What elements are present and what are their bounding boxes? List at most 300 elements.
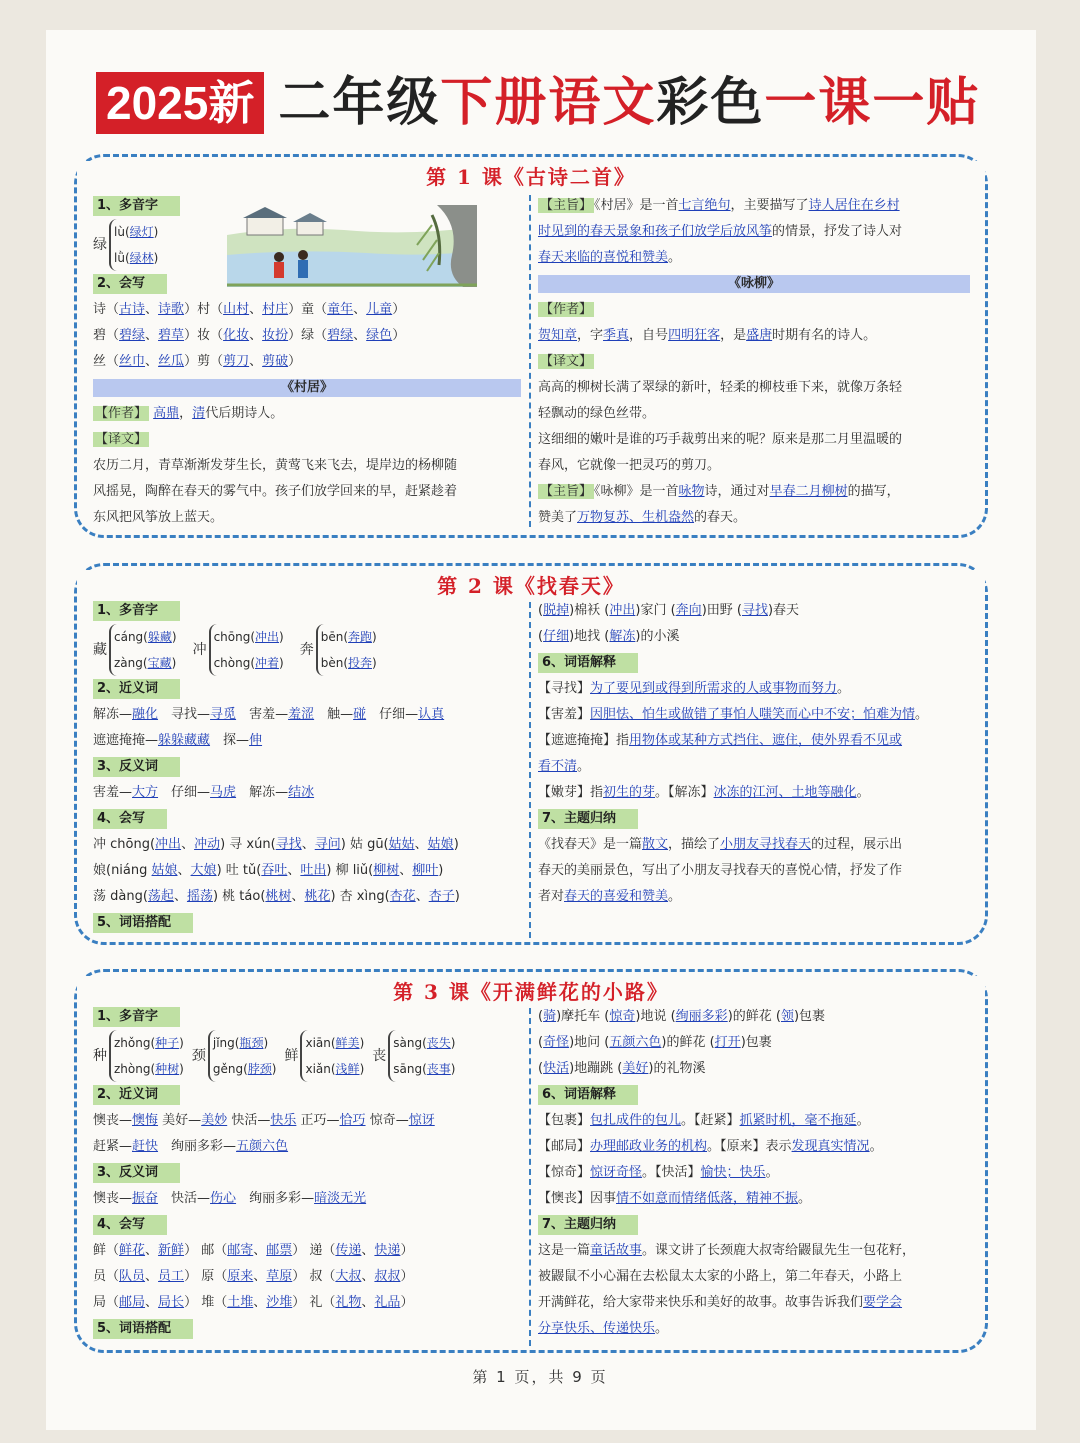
section-heading: 3、反义词 — [93, 757, 180, 777]
t: 。 — [765, 1165, 779, 1180]
t: 。课文讲了长颈鹿大叔寄给鼹鼠先生一包花籽， — [642, 1243, 916, 1258]
t: ( — [538, 1061, 544, 1076]
t: 绚丽多彩— — [249, 1191, 315, 1206]
section-heading: 1、多音字 — [93, 601, 180, 621]
w: 古诗 — [119, 302, 146, 317]
t: 解冻— — [249, 785, 289, 800]
t: 。 — [869, 1139, 883, 1154]
t: ) 柳 liǔ( — [326, 863, 374, 878]
w: 原来 — [227, 1269, 254, 1284]
t: 仔细— — [379, 707, 419, 722]
title-one-lesson: 一课一贴 — [764, 72, 981, 133]
w: 化妆 — [223, 328, 250, 343]
t: 。 — [915, 707, 929, 722]
w: 为了要见到或得到所需求的人或事物而努力 — [590, 681, 838, 696]
w: 惊讶 — [408, 1113, 435, 1128]
paren: ) — [372, 656, 377, 670]
w: 种子 — [155, 1036, 180, 1050]
t: 。 — [577, 759, 591, 774]
lesson-2-left-column — [93, 598, 521, 936]
polyphone-char: 藏 — [93, 642, 107, 658]
w: 骑 — [543, 1009, 557, 1024]
t: ） 递（ — [292, 1243, 336, 1258]
year-badge: 2025新 — [96, 72, 264, 134]
w: 躲躲藏藏 — [158, 733, 211, 748]
t: 、 — [249, 354, 263, 369]
pinyin: chōng( — [213, 630, 256, 644]
t: 局（ — [93, 1295, 120, 1310]
translation-line: 东风把风筝放上蓝天。 — [93, 510, 224, 525]
w: 季真 — [603, 328, 630, 343]
lesson-3-title: 第 3 课《开满鲜花的小路》 — [77, 976, 985, 1005]
polyphone-row — [93, 1030, 521, 1082]
lesson-3-left-column — [93, 1004, 521, 1342]
w: 丧失 — [426, 1036, 451, 1050]
translation-line: 高高的柳树长满了翠绿的新叶，轻柔的柳枝垂下来，就像万条轻 — [538, 380, 903, 395]
t: ( — [538, 629, 544, 644]
t: 正巧— — [300, 1113, 340, 1128]
w: 绿色 — [366, 328, 393, 343]
w: 初生的芽 — [603, 785, 656, 800]
w: 奔跑 — [348, 630, 373, 644]
t: 、 — [145, 1269, 159, 1284]
w: 诗人居住在乡村 — [808, 198, 900, 213]
section-heading: 5、词语搭配 — [93, 1319, 193, 1339]
title-subject: 下册语文 — [440, 72, 657, 133]
translation-line: 风摇晃，陶醉在春天的雾气中。孩子们放学回来的早，赶紧趁着 — [93, 484, 458, 499]
w: 沙堆 — [266, 1295, 293, 1310]
polyphone-char: 鲜 — [284, 1048, 299, 1064]
t: 【邮局】 — [538, 1139, 591, 1154]
polyphone-char: 丧 — [372, 1048, 387, 1064]
t: )的礼物溪 — [648, 1061, 706, 1076]
pinyin: xiǎn( — [305, 1062, 336, 1076]
w: 新鲜 — [158, 1243, 185, 1258]
w: 队员 — [119, 1269, 146, 1284]
w: 邮票 — [266, 1243, 293, 1258]
w: 春天的喜爱和赞美 — [564, 889, 669, 904]
t: )地找 ( — [569, 629, 610, 644]
t: 、 — [253, 1243, 267, 1258]
lesson-2-right-column — [538, 598, 970, 910]
section-heading: 5、词语搭配 — [93, 913, 193, 933]
t: ）妆（ — [184, 328, 224, 343]
t: 冲 chōng( — [93, 837, 156, 852]
t: 者对 — [538, 889, 565, 904]
lesson-3-card — [74, 969, 988, 1353]
w: 姑姑 — [388, 837, 415, 852]
pinyin: gěng( — [212, 1062, 248, 1076]
lesson-1-left-column — [93, 193, 521, 531]
t: 、 — [145, 302, 159, 317]
t: 时期有名的诗人。 — [772, 328, 877, 343]
paren: ) — [179, 1062, 184, 1076]
w: 鲜美 — [335, 1036, 360, 1050]
polyphone-group — [192, 1030, 277, 1082]
w: 宝藏 — [147, 656, 172, 670]
w: 冰冻的江河、土地等融化 — [713, 785, 857, 800]
t: 、 — [177, 863, 191, 878]
w: 贺知章 — [538, 328, 578, 343]
example-word: 绿林 — [129, 251, 154, 265]
w: 冲着 — [255, 656, 280, 670]
t: 解冻— — [93, 707, 133, 722]
w: 童话故事 — [590, 1243, 643, 1258]
w: 丝巾 — [119, 354, 146, 369]
w: 万物复苏、生机盎然 — [577, 510, 695, 525]
w: 丧事 — [426, 1062, 451, 1076]
w: 脱掉 — [543, 603, 570, 618]
w: 快递 — [374, 1243, 401, 1258]
polyphone-row — [93, 624, 521, 676]
t: ) 姑 gū( — [340, 837, 389, 852]
write-line — [93, 297, 521, 323]
w: 寻觅 — [210, 707, 237, 722]
w: 碧绿 — [119, 328, 146, 343]
w: 赶快 — [132, 1139, 159, 1154]
theme-tag: 【主旨】 — [540, 484, 593, 499]
w: 仔细 — [543, 629, 570, 644]
t: 。 — [837, 681, 851, 696]
t: 、 — [353, 302, 367, 317]
w: 桃树 — [265, 889, 292, 904]
t: 、 — [249, 328, 263, 343]
t: 《村居》是一首 — [594, 198, 679, 213]
polyphone-readings — [209, 624, 284, 676]
t: ） — [392, 328, 406, 343]
t: 的春天。 — [694, 510, 747, 525]
t: 绚丽多彩— — [171, 1139, 237, 1154]
w: 寻问 — [314, 837, 341, 852]
polyphone-char: 奔 — [299, 642, 314, 658]
w: 马虎 — [210, 785, 237, 800]
paren: ) — [171, 656, 177, 670]
pinyin: chòng( — [213, 656, 256, 670]
t: 惊奇— — [369, 1113, 409, 1128]
paren: ) — [153, 251, 159, 265]
w: 浅鲜 — [335, 1062, 360, 1076]
w: 看不清 — [538, 759, 578, 774]
author-tag: 【作者】 — [95, 406, 148, 421]
w: 吐出 — [300, 863, 327, 878]
t: 遮遮掩掩— — [93, 733, 159, 748]
polyphone-readings — [109, 219, 158, 271]
translation-line: 这细细的嫩叶是谁的巧手裁剪出来的呢？原来是那二月里温暖的 — [538, 432, 903, 447]
w: 姑娘 — [427, 837, 454, 852]
w: 盛唐 — [746, 328, 773, 343]
t: ） — [392, 302, 406, 317]
t: 、 — [361, 1243, 375, 1258]
section-heading: 2、近义词 — [93, 1085, 180, 1105]
polyphone-readings — [109, 624, 177, 676]
w: 草原 — [266, 1269, 293, 1284]
t: 赞美了 — [538, 510, 578, 525]
t: ) 杏 xìng( — [330, 889, 390, 904]
lesson-2-card — [74, 563, 988, 945]
t: 诗（ — [93, 302, 120, 317]
t: )地说 ( — [635, 1009, 676, 1024]
t: ) 寻 xún( — [220, 837, 276, 852]
t: 、 — [415, 889, 429, 904]
t: 寻找— — [171, 707, 211, 722]
paren: ) — [271, 1062, 277, 1076]
lesson-2-title: 第 2 课《找春天》 — [77, 570, 985, 599]
w: 四明狂客 — [668, 328, 721, 343]
polyphone-readings — [300, 1030, 364, 1082]
t: ） 礼（ — [292, 1295, 336, 1310]
t: ) 桃 táo( — [212, 889, 266, 904]
w: 咏物 — [678, 484, 705, 499]
t: )春天 — [767, 603, 800, 618]
t: 快活— — [171, 1191, 211, 1206]
w: 快乐 — [270, 1113, 297, 1128]
t: )家门 ( — [635, 603, 676, 618]
t: 、 — [361, 1295, 375, 1310]
w: 散文 — [642, 837, 669, 852]
t: ) — [454, 889, 460, 904]
w: 儿童 — [366, 302, 393, 317]
t: ） 堆（ — [184, 1295, 228, 1310]
section-heading: 7、主题归纳 — [538, 809, 638, 829]
lesson-1-right-column — [538, 193, 970, 531]
t: 、 — [399, 863, 413, 878]
t: 、 — [414, 837, 428, 852]
t: ( — [538, 1009, 544, 1024]
t: 鲜（ — [93, 1243, 120, 1258]
t: 、 — [181, 837, 195, 852]
t: 赶紧— — [93, 1139, 133, 1154]
w: 解冻 — [609, 629, 636, 644]
lesson-1-title: 第 1 课《古诗二首》 — [77, 161, 985, 190]
w: 恰巧 — [339, 1113, 366, 1128]
w: 春天来临的喜悦和赞美 — [538, 250, 669, 265]
t: 诗，通过对 — [704, 484, 770, 499]
w: 暗淡无光 — [314, 1191, 367, 1206]
w: 冲出 — [155, 837, 182, 852]
polyphone-readings — [208, 1030, 277, 1082]
summary-line: 春天的美丽景色，写出了小朋友寻找春天的喜悦心情，抒发了作 — [538, 863, 903, 878]
polyphone-readings — [316, 624, 377, 676]
w: 小朋友寻找春天 — [720, 837, 812, 852]
t: 的过程，展示出 — [811, 837, 903, 852]
t: 【遮遮掩掩】指 — [538, 733, 630, 748]
w: 高鼎 — [153, 406, 180, 421]
w: 冲出 — [255, 630, 280, 644]
t: 、 — [353, 328, 367, 343]
w: 丝瓜 — [158, 354, 185, 369]
t: 【害羞】 — [538, 707, 591, 722]
t: 代后期诗人。 — [205, 406, 284, 421]
t: 害羞— — [93, 785, 133, 800]
t: 【包裹】 — [538, 1113, 591, 1128]
t: 。【原来】表示 — [707, 1139, 792, 1154]
t: 、 — [173, 889, 187, 904]
t: 探— — [223, 733, 250, 748]
pinyin: sàng( — [393, 1036, 427, 1050]
t: ( — [538, 603, 544, 618]
polyphone-group — [93, 1030, 184, 1082]
w: 愉快；快乐 — [700, 1165, 766, 1180]
w: 七言绝句 — [678, 198, 731, 213]
pinyin: bèn( — [320, 656, 349, 670]
t: 这是一篇 — [538, 1243, 591, 1258]
w: 投奔 — [348, 656, 373, 670]
w: 早春二月柳树 — [769, 484, 848, 499]
poem-title-bar: 《咏柳》 — [538, 275, 970, 293]
section-heading: 4、会写 — [93, 1215, 167, 1235]
polyphone-char: 颈 — [191, 1048, 206, 1064]
w: 荡起 — [147, 889, 174, 904]
t: 员（ — [93, 1269, 120, 1284]
paren: ) — [450, 1062, 456, 1076]
t: 【嫩芽】指 — [538, 785, 604, 800]
polyphone-group — [193, 624, 284, 676]
lesson-3-right-column — [538, 1004, 970, 1342]
w: 碧绿 — [327, 328, 354, 343]
write-line — [93, 323, 521, 349]
w: 懊悔 — [132, 1113, 159, 1128]
w: 桃花 — [304, 889, 331, 904]
t: 、 — [301, 837, 315, 852]
t: ) 吐 tǔ( — [216, 863, 262, 878]
t: 。 — [798, 1191, 812, 1206]
t: )田野 ( — [701, 603, 742, 618]
section-heading: 2、近义词 — [93, 679, 180, 699]
t: )摩托车 ( — [556, 1009, 610, 1024]
t: 害羞— — [249, 707, 289, 722]
w: 山村 — [223, 302, 250, 317]
w: 吞吐 — [261, 863, 288, 878]
pinyin: zàng( — [114, 656, 148, 670]
t: ）童（ — [288, 302, 328, 317]
w: 美妙 — [201, 1113, 228, 1128]
w: 鲜花 — [119, 1243, 146, 1258]
t: 娘(niáng — [93, 863, 152, 878]
w: 剪刀 — [223, 354, 250, 369]
polyphone-char: 种 — [93, 1048, 107, 1064]
t: 快活— — [231, 1113, 271, 1128]
w: 领 — [780, 1009, 794, 1024]
w: 冲动 — [194, 837, 221, 852]
w: 叔叔 — [374, 1269, 401, 1284]
paren: ) — [279, 630, 284, 644]
w: 发现真实情况 — [791, 1139, 870, 1154]
polyphone-readings — [388, 1030, 455, 1082]
w: 童年 — [327, 302, 354, 317]
t: ( — [538, 1035, 544, 1050]
t: ，字 — [577, 328, 604, 343]
w: 包扎成件的包儿 — [590, 1113, 682, 1128]
t: 的情景，抒发了诗人对 — [772, 224, 903, 239]
polyphone-group — [93, 219, 158, 271]
pinyin: zhǒng( — [114, 1036, 156, 1050]
w: 伸 — [249, 733, 263, 748]
summary-line: 被鼹鼠不小心漏在去松鼠太太家的小路上，第二年春天，小路上 — [538, 1269, 903, 1284]
t: )的小溪 — [635, 629, 680, 644]
t: )的鲜花 ( — [727, 1009, 781, 1024]
w: 传递 — [335, 1243, 362, 1258]
t: 《找春天》是一篇 — [538, 837, 643, 852]
t: )的鲜花 ( — [661, 1035, 715, 1050]
t: 碧（ — [93, 328, 120, 343]
t: ） — [288, 354, 302, 369]
w: 大方 — [132, 785, 159, 800]
w: 寻找 — [275, 837, 302, 852]
section-heading: 3、反义词 — [93, 1163, 180, 1183]
t: ，描绘了 — [668, 837, 721, 852]
section-heading: 1、多音字 — [93, 196, 180, 216]
w: 礼物 — [335, 1295, 362, 1310]
t: )包裹 — [740, 1035, 772, 1050]
w: 清 — [192, 406, 206, 421]
pinyin: zhòng( — [114, 1062, 156, 1076]
translation-line: 农历二月，青草渐渐发芽生长，黄莺飞来飞去，堤岸边的杨柳随 — [93, 458, 458, 473]
polyphone-group — [93, 624, 177, 676]
w: 结冰 — [288, 785, 315, 800]
t: 。【解冻】 — [655, 785, 714, 800]
t: 、 — [253, 1295, 267, 1310]
w: 礼品 — [374, 1295, 401, 1310]
paren: ) — [279, 656, 284, 670]
section-heading: 1、多音字 — [93, 1007, 180, 1027]
t: 、 — [145, 328, 159, 343]
w: 局长 — [158, 1295, 185, 1310]
write-line — [93, 349, 521, 375]
author-tag: 【作者】 — [540, 302, 593, 317]
w: 碰 — [353, 707, 367, 722]
t: 。 — [655, 1321, 669, 1336]
w: 姑娘 — [151, 863, 178, 878]
paren: ) — [450, 1036, 456, 1050]
w: 邮局 — [119, 1295, 146, 1310]
t: ） 原（ — [184, 1269, 228, 1284]
w: 打开 — [714, 1035, 741, 1050]
t: ） 叔（ — [292, 1269, 336, 1284]
w: 员工 — [158, 1269, 185, 1284]
t: 仔细— — [171, 785, 211, 800]
t: 、 — [145, 354, 159, 369]
w: 瓶颈 — [239, 1036, 264, 1050]
column-divider — [529, 1008, 531, 1346]
t: ，是 — [720, 328, 747, 343]
author-line — [93, 401, 521, 427]
t: 丝（ — [93, 354, 120, 369]
t: 、 — [361, 1269, 375, 1284]
pinyin: cáng( — [114, 630, 148, 644]
t: 。 — [856, 785, 870, 800]
w: 柳树 — [373, 863, 400, 878]
t: ，自号 — [629, 328, 669, 343]
t: )地问 ( — [569, 1035, 610, 1050]
t: ） — [400, 1243, 414, 1258]
w: 杏子 — [428, 889, 455, 904]
w: 因胆怯、怕生或做错了事怕人嗤笑而心中不安；怕难为情 — [590, 707, 916, 722]
section-heading: 6、词语解释 — [538, 1085, 638, 1105]
section-heading: 4、会写 — [93, 809, 167, 829]
column-divider — [529, 195, 531, 527]
translation-line: 春风，它就像一把灵巧的剪刀。 — [538, 458, 721, 473]
t: 【懊丧】因事 — [538, 1191, 617, 1206]
t: 美好— — [162, 1113, 202, 1128]
t: ） — [400, 1269, 414, 1284]
w: 土堆 — [227, 1295, 254, 1310]
t: ， — [179, 406, 193, 421]
t: )包裹 — [793, 1009, 826, 1024]
w: 柳叶 — [412, 863, 439, 878]
paren: ) — [263, 1036, 269, 1050]
polyphone-group — [284, 1030, 364, 1082]
w: 奔向 — [675, 603, 702, 618]
